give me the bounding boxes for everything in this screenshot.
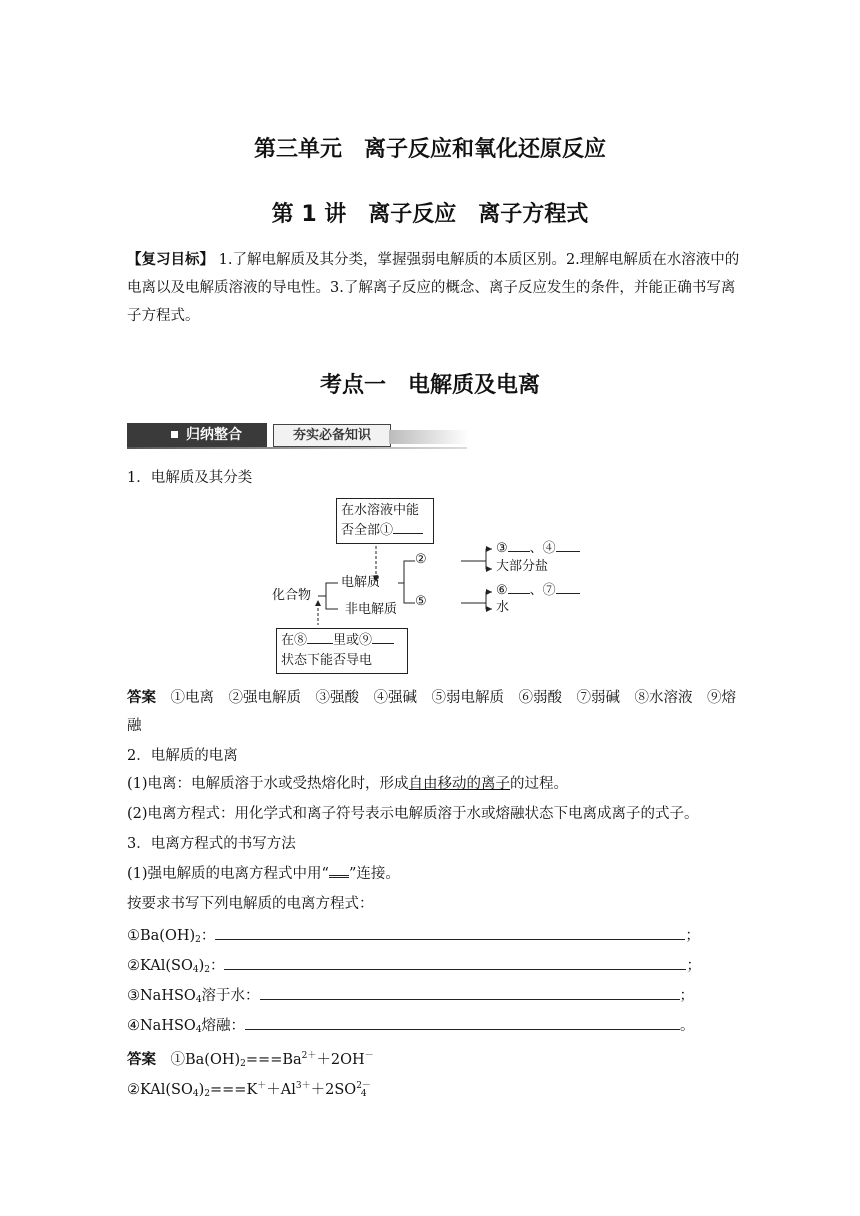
blank-8 [307, 631, 333, 644]
item2-p1-underlined: 自由移动的离子 [408, 776, 511, 792]
a2-sup3: 2－ [356, 1081, 371, 1091]
review-objectives [127, 246, 742, 330]
q3-a: ③NaHSO [127, 988, 196, 1004]
item2-p1-a: (1)电离：电解质溶于水或受热熔化时，形成 [127, 776, 409, 792]
bottom-box [276, 628, 408, 674]
water-label: 水 [496, 600, 510, 615]
question-1 [127, 922, 742, 954]
unit-title: 第三单元 离子反应和氧化还原反应 [253, 137, 606, 162]
question-2 [127, 952, 742, 984]
q2-a: ②KAl(SO [127, 958, 193, 974]
circle-4: 、④ [529, 541, 556, 556]
question-3 [127, 982, 742, 1014]
electrolyte-label: 电解质 [341, 575, 381, 590]
a1-sub: 2 [240, 1059, 246, 1069]
top-box [336, 498, 434, 544]
circle-7: 、⑦ [529, 583, 556, 598]
label-3-4 [496, 539, 580, 557]
circle-3: ③ [496, 541, 508, 556]
question-4 [127, 1012, 742, 1044]
a1-eq: === [245, 1052, 283, 1068]
q2-sub2: 2 [204, 965, 210, 975]
item3-p2: 按要求书写下列电解质的电离方程式： [127, 896, 374, 912]
banner-underline [127, 447, 467, 449]
a2-d: ＋Al [266, 1082, 296, 1098]
blank-1 [393, 521, 423, 534]
most-salts-label: 大部分盐 [496, 559, 549, 574]
q2-sub: 4 [192, 965, 199, 975]
item3-p1 [127, 860, 742, 888]
q4-a: ④NaHSO [127, 1018, 196, 1034]
answer-line-3[interactable] [260, 987, 680, 1000]
answer-line-4[interactable] [245, 1017, 680, 1030]
a2-eq: === [209, 1082, 247, 1098]
classification-diagram [270, 495, 610, 680]
banner-left-label: 归纳整合 [186, 427, 242, 443]
q3-b: 溶于水： [201, 988, 260, 1004]
section-banner [127, 423, 467, 449]
a2-sub1: 4 [192, 1089, 199, 1099]
answer-1-text: ①电离 ②强电解质 ③强酸 ④强碱 ⑤弱电解质 ⑥弱酸 ⑦弱碱 ⑧水溶液 ⑨熔融 [127, 690, 736, 734]
non-electrolyte-label: 非电解质 [345, 602, 398, 617]
a2-sup1: ＋ [257, 1081, 267, 1091]
a1-c: ＋2OH [316, 1052, 365, 1068]
a1-a: ①Ba(OH) [156, 1052, 241, 1068]
a1-sup2: － [364, 1051, 374, 1061]
blank-3 [508, 539, 530, 552]
review-text: 1.了解电解质及其分类，掌握强弱电解质的本质区别。2.理解电解质在水溶液中的电离以及电解质溶液的导电性。3.了解离子反应的概念、离子反应发生的条件，并能正确书写离子方程式。 [127, 252, 740, 324]
q2-end: ； [686, 958, 701, 974]
bracket-electrolyte [398, 561, 415, 583]
q4-sub: 4 [195, 1025, 202, 1035]
a1-b: Ba [282, 1052, 302, 1068]
item3-p1-b: ”连接。 [348, 866, 400, 882]
banner-left [127, 423, 267, 447]
a2-sub3: 4 [360, 1089, 367, 1099]
blank-4 [556, 539, 580, 552]
q4-end: 。 [680, 1018, 695, 1034]
q4-b: 熔融： [201, 1018, 246, 1034]
q1-b: ： [200, 928, 216, 944]
answer-label: 答案 [127, 690, 156, 706]
q3-end: ； [679, 988, 695, 1004]
compound-label: 化合物 [272, 588, 312, 603]
top-box-line2: 否全部① [341, 523, 394, 538]
a2-e: ＋2SO [310, 1082, 357, 1098]
bottom-box-b: 里或⑨ [333, 633, 373, 648]
review-label: 【复习目标】 [127, 252, 214, 268]
item2-p2: (2)电离方程式：用化学式和离子符号表示电解质溶于水或熔融状态下电离成离子的式子。 [127, 806, 699, 822]
answer-line-1[interactable] [215, 927, 685, 940]
item3-p1-a: (1)强电解质的电离方程式中用“ [127, 866, 329, 882]
equal-sign-line [329, 865, 349, 878]
square-icon [171, 431, 178, 438]
answer-2-label: 答案 [127, 1052, 156, 1068]
a2-a: ②KAl(SO [127, 1082, 193, 1098]
bracket-compound [318, 583, 338, 596]
circle-6: ⑥ [496, 583, 508, 598]
blank-6 [508, 581, 530, 594]
answer-1 [127, 684, 742, 740]
blank-7 [556, 581, 580, 594]
label-6-7 [496, 581, 580, 599]
item2-p1-b: 的过程。 [510, 776, 569, 792]
answer-2-line2 [127, 1072, 742, 1108]
item3-heading: 3．电离方程式的书写方法 [127, 836, 296, 852]
section-title: 考点一 电解质及电离 [319, 373, 540, 398]
q2-b: ) [198, 958, 205, 974]
a2-b: ) [198, 1082, 205, 1098]
circle-5: ⑤ [415, 594, 427, 609]
label-2 [415, 552, 427, 568]
circle-2: ② [415, 552, 427, 567]
top-box-line1: 在水溶液中能 [341, 503, 420, 518]
a2-c: K [246, 1082, 258, 1098]
q1-end: ； [685, 928, 700, 944]
q2-c: ： [209, 958, 225, 974]
a1-sup1: 2＋ [301, 1051, 317, 1061]
bottom-box-a: 在⑧ [281, 633, 308, 648]
a2-sub2: 2 [204, 1089, 210, 1099]
blank-9 [372, 631, 394, 644]
a2-sup2: 3＋ [295, 1081, 311, 1091]
answer-line-2[interactable] [224, 957, 686, 970]
bottom-box-line2: 状态下能否导电 [281, 653, 373, 668]
lecture-title: 第 1 讲 离子反应 离子方程式 [271, 202, 589, 227]
label-5 [415, 594, 427, 610]
item2-heading: 2．电解质的电离 [127, 748, 238, 764]
q1-sub: 2 [195, 935, 201, 945]
banner-fade [389, 430, 469, 444]
banner-right: 夯实必备知识 [273, 424, 391, 447]
q3-sub: 4 [195, 995, 202, 1005]
q1-a: ①Ba(OH) [127, 928, 196, 944]
item2-p1 [127, 770, 742, 798]
item1-heading: 1．电解质及其分类 [127, 470, 253, 486]
